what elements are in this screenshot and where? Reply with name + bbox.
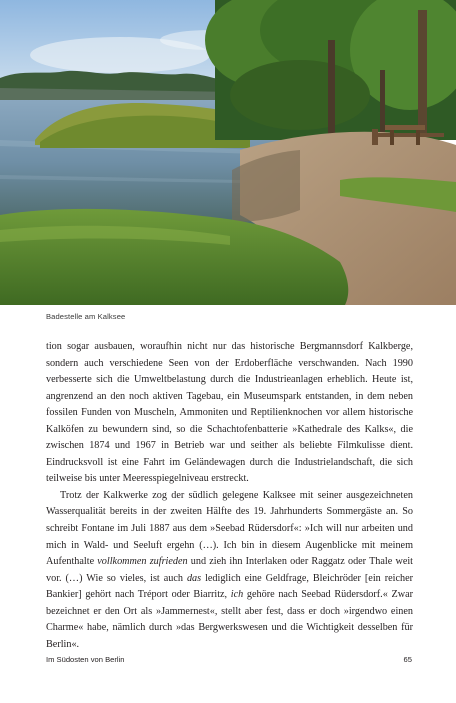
lake-photo-illustration bbox=[0, 0, 456, 305]
running-footer-section: Im Südosten von Berlin bbox=[46, 655, 125, 664]
body-text bbox=[46, 339, 413, 653]
text-run: gehöre nach Seebad Rüdersdorf.« Zwar bezeichnet er den Ort als »Jammernest«, stellt aber fest, dass er doch »irgendwo einen Charme« habe, nämlich durch »das Bergwerkswesen und die Wichtigkeit desselben für Berlin«. bbox=[46, 589, 413, 650]
page-number: 65 bbox=[403, 655, 412, 664]
emphasis-run: ich bbox=[230, 589, 244, 601]
text-run: Trotz der Kalkwerke zog der südlich gelegene Kalksee mit seiner ausgezeichneten Wasserqualität bereits in der zweiten Hälfte des 19. Jahrhunderts Sommergäste an. So schreibt Fontane im Juli 1887 aus dem »Seebad Rüdersdorf«: »Ich will nur arbeiten und mich in Wald- und Seeluft ergehn (…). Ich bin in diesem Augenblicke mit meinem Aufenthalte bbox=[46, 489, 413, 568]
emphasis-run: das bbox=[186, 572, 202, 584]
emphasis-run: vollkommen zufrieden bbox=[97, 556, 188, 568]
text-run: lediglich eine Geldfrage, Bleichröder [ein reicher Bankier] gehört nach Tréport oder Biarritz, bbox=[46, 572, 413, 601]
lake-photo bbox=[0, 0, 456, 305]
paragraph-1 bbox=[46, 339, 413, 488]
text-run: und zieh ihn Interlaken oder Raggatz oder Thale weit vor. (…) Wie so vieles, ist auch bbox=[46, 556, 413, 584]
photo-caption: Badestelle am Kalksee bbox=[46, 312, 126, 321]
paragraph-2 bbox=[46, 488, 413, 653]
text-run: tion sogar ausbauen, woraufhin nicht nur das historische Bergmannsdorf Kalkberge, sondern auch verschiedene Seen von der Erdoberfläche verschwanden. Nach 1990 verbesserte sich die Umweltbelastung durch die Industrieanlagen erheblich. Heute ist, angrenzend an den noch aktiven Tagebau, ein Museumspark entstanden, in dem neben fossilen Funden von Muscheln, Ammoniten und Reptilienknochen vor allem historische Kalköfen zu bewundern sind, so die Schachtofenbatterie »Kathedrale des Kalks«, die zwischen 1874 und 1967 in Betrieb war und seither als beliebte Filmkulisse dient. Eindrucksvoll ist eine Fahrt im Geländewagen durch die Industrielandschaft, die sich teilweise bis unter Meeresspiegelniveau erstreckt. bbox=[46, 341, 413, 485]
